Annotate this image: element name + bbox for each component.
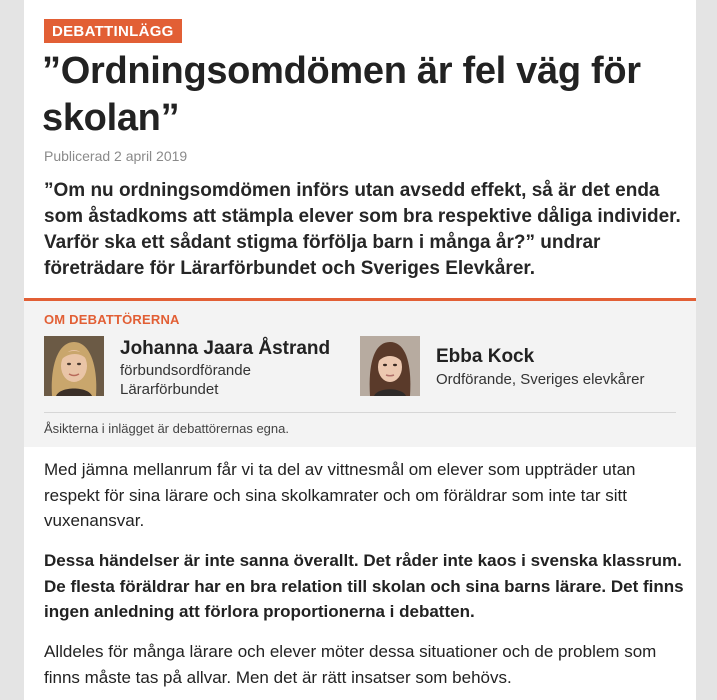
author-photo-ebba (360, 336, 420, 396)
authors-heading: OM DEBATTÖRERNA (44, 312, 180, 327)
author-name-johanna[interactable]: Johanna Jaara Åstrand (120, 338, 331, 359)
published-date: Publicerad 2 april 2019 (44, 148, 188, 164)
authors-disclaimer: Åsikterna i inlägget är debattörernas egna. (44, 421, 289, 436)
author-photo-johanna (44, 336, 104, 396)
article-card (24, 0, 696, 700)
article-lead: ”Om nu ordningsomdömen införs utan avsedd effekt, så är det enda som åstadkoms att stämpla elever som bra respektive dåliga individer. Varför ska ett sådant stigma förfölja barn i många år?” undrar företrädare för Lärarförbundet och Sveriges Elevkårer. (44, 180, 681, 279)
body-paragraph-3: Alldeles för många lärare och elever möter dessa situationer och de problem som finns måste tas på allvar. Men det är rätt insatser som behövs. (44, 642, 657, 687)
body-paragraph-2: Dessa händelser är inte sanna överallt. Det råder inte kaos i svenska klassrum. De flesta föräldrar har en bra relation till skolan och sina barns lärare. Det finns ingen anledning att förlora proportionerna i debatten. (44, 551, 684, 621)
author-role-johanna: förbundsordförande Lärarförbundet (120, 362, 251, 398)
authors-box (24, 298, 696, 447)
body-paragraph-1: Med jämna mellanrum får vi ta del av vittnesmål om elever som uppträder utan respekt för sina lärare och sina skolkamrater och om föräldrar som inte tar sitt vuxenansvar. (44, 460, 636, 530)
article-title: ”Ordningsomdömen är fel väg för skolan” (42, 50, 641, 139)
author-role-ebba: Ordförande, Sveriges elevkårer (436, 371, 645, 388)
author-name-ebba[interactable]: Ebba Kock (436, 346, 535, 367)
authors-divider (44, 412, 676, 413)
category-badge[interactable]: DEBATTINLÄGG (44, 19, 182, 43)
